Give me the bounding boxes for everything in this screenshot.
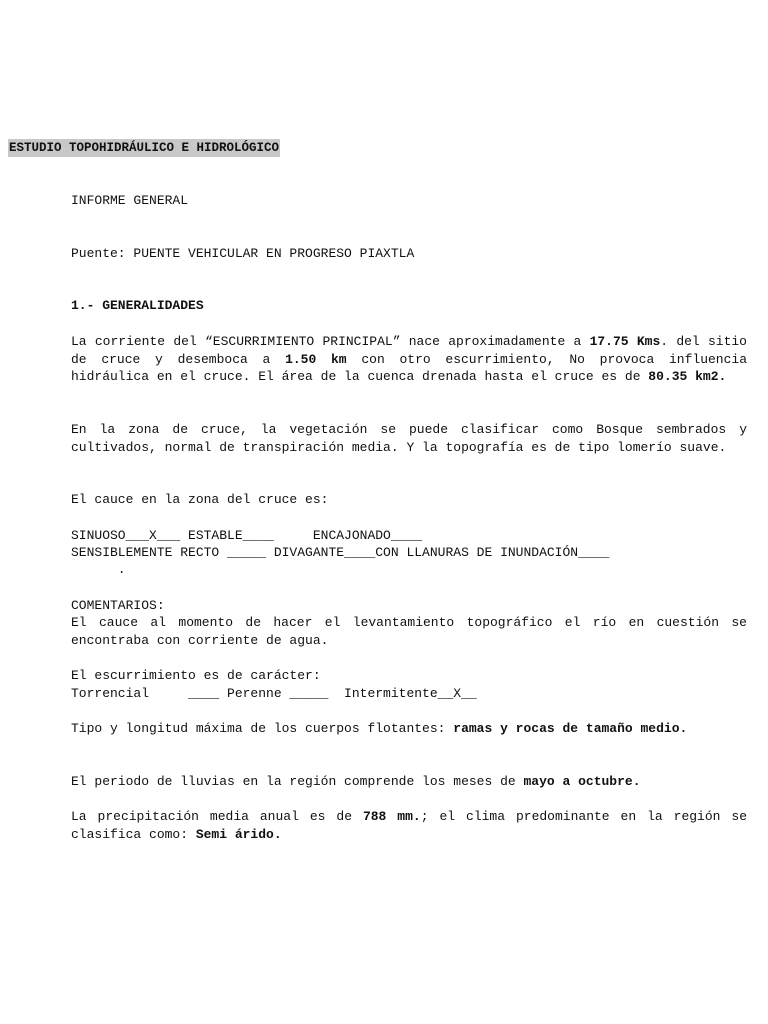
precipitation-value: 788 mm. [362,809,421,824]
paragraph-text: con otro escurrimiento, No provoca influencia hidráulica en el cruce. El área de la cuenca drenada hasta el cruce es de [71,351,748,385]
comentarios-text: El cauce al momento de hacer el levantamiento topográfico el río en cuestión se encontraba con corriente de agua. [71,615,747,648]
floating-bodies-value: ramas y rocas de tamaño medio. [453,721,688,736]
paragraph-vegetacion: En la zona de cruce, la vegetación se puede clasificar como Bosque sembrados y cultivados, normal de transpiración media. Y la topografía es de tipo lomerío suave. [71,422,747,455]
escurrimiento-intro: El escurrimiento es de carácter: [71,668,321,683]
cauce-intro: El cauce en la zona del cruce es: [71,492,329,507]
paragraph-precipitacion [71,808,747,843]
cauce-options-line-3: . [71,562,126,577]
comentarios-label: COMENTARIOS: [71,598,165,613]
paragraph-text: La precipitación media anual es de [71,809,363,824]
paragraph-lluvias [71,773,641,791]
cauce-options-line-2: SENSIBLEMENTE RECTO _____ DIVAGANTE____CON LLANURAS DE INUNDACIÓN____ [71,545,610,560]
report-subtitle: INFORME GENERAL [71,193,189,208]
bridge-line: Puente: PUENTE VEHICULAR EN PROGRESO PIAXTLA [71,246,415,261]
paragraph-corriente [71,333,747,386]
rain-period-value: mayo a octubre. [523,774,641,789]
distance-outlet: 1.50 km [285,351,347,367]
climate-value: Semi árido. [195,826,282,842]
cauce-options-line-1: SINUOSO___X___ ESTABLE____ ENCAJONADO____ [71,528,423,543]
paragraph-text: El periodo de lluvias en la región comprende los meses de [71,774,524,789]
escurrimiento-options: Torrencial ____ Perenne _____ Intermitente__X__ [71,686,477,701]
basin-area: 80.35 km2. [648,369,727,385]
paragraph-text: . del sitio de cruce y desemboca a [71,334,747,367]
distance-origin: 17.75 Kms [589,334,661,349]
paragraph-flotantes [71,720,747,738]
document-title: ESTUDIO TOPOHIDRÁULICO E HIDROLÓGICO [9,141,280,155]
section-heading: 1.- GENERALIDADES [71,298,204,313]
paragraph-text: ; el clima predominante en la región se clasifica como: [71,809,748,842]
paragraph-text: Tipo y longitud máxima de los cuerpos flotantes: [71,721,454,736]
paragraph-text: La corriente del “ESCURRIMIENTO PRINCIPAL” nace aproximadamente a [71,334,590,349]
